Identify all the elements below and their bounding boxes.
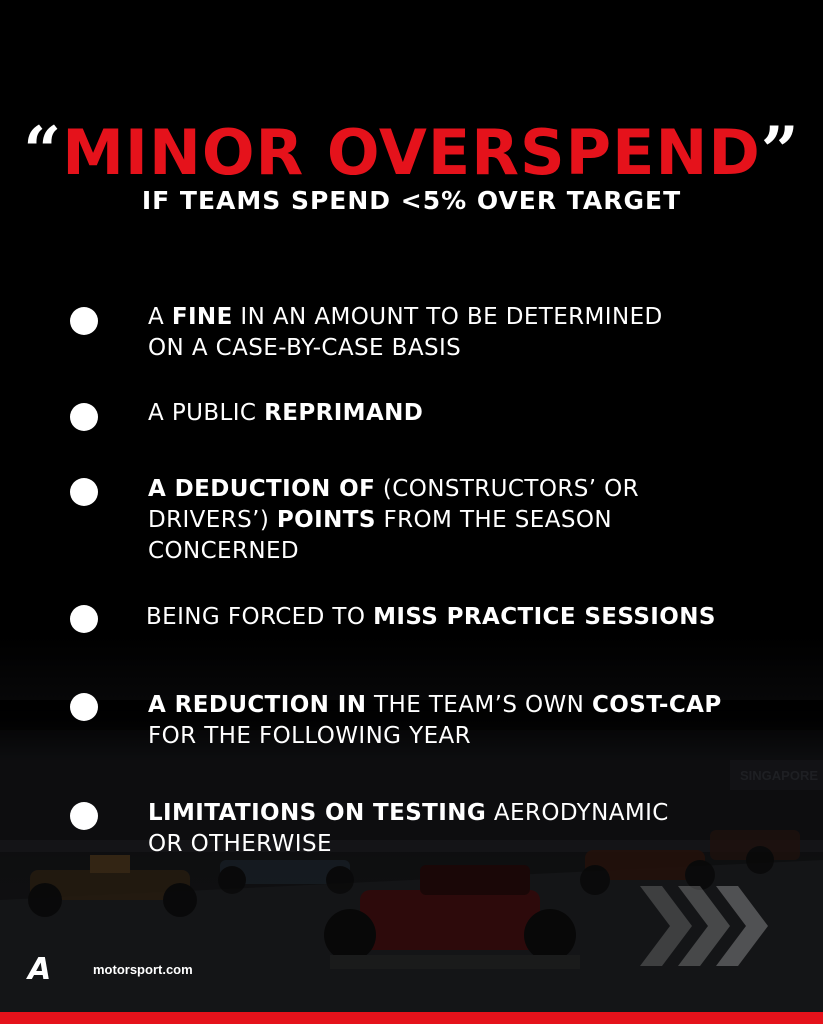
page-title xyxy=(0,112,823,190)
bullet-icon xyxy=(70,307,98,335)
item-text-run: IN AN AMOUNT TO BE DETERMINED xyxy=(232,304,663,330)
item-line xyxy=(148,690,768,721)
item-text xyxy=(148,690,768,752)
item-line xyxy=(148,333,768,364)
item-line xyxy=(148,398,768,429)
item-text-bold: LIMITATIONS ON TESTING xyxy=(148,800,487,826)
item-text-bold: REPRIMAND xyxy=(264,400,424,426)
item-text-run: A xyxy=(148,304,172,330)
background-signage: SINGAPORE xyxy=(740,768,819,783)
item-text-run: FOR THE FOLLOWING YEAR xyxy=(148,723,472,749)
item-text-run: AERODYNAMIC xyxy=(486,800,669,826)
accent-bar xyxy=(0,1012,823,1024)
item-text-bold: POINTS xyxy=(276,507,376,533)
item-text-bold: FINE xyxy=(171,304,233,330)
logo-icon: A xyxy=(28,952,52,987)
item-line xyxy=(148,302,768,333)
bullet-icon xyxy=(70,478,98,506)
bullet-icon xyxy=(70,693,98,721)
item-text-run: ON A CASE-BY-CASE BASIS xyxy=(148,335,462,361)
item-line xyxy=(148,798,768,829)
item-line xyxy=(148,474,768,505)
item-text-run: A PUBLIC xyxy=(148,400,265,426)
bullet-icon xyxy=(70,802,98,830)
item-text-run: CONCERNED xyxy=(148,538,299,564)
item-line xyxy=(148,829,768,860)
item-text-bold: A DEDUCTION OF xyxy=(148,476,376,502)
subtitle: IF TEAMS SPEND <5% OVER TARGET xyxy=(141,186,682,215)
item-text-run: (CONSTRUCTORS’ OR xyxy=(375,476,640,502)
item-text-bold: MISS PRACTICE SESSIONS xyxy=(373,604,716,630)
open-quote: “ xyxy=(23,112,63,190)
item-text xyxy=(148,474,768,567)
item-text-run: THE TEAM’S OWN xyxy=(366,692,592,718)
item-text xyxy=(148,798,768,860)
bullet-icon xyxy=(70,403,98,431)
bullet-icon xyxy=(70,605,98,633)
item-text xyxy=(146,602,766,633)
item-text-bold: A REDUCTION IN xyxy=(148,692,367,718)
chevron-arrows-icon xyxy=(640,886,770,966)
item-text-run: OR OTHERWISE xyxy=(148,831,332,857)
item-line xyxy=(146,602,766,633)
close-quote: ” xyxy=(760,112,800,190)
item-text-run: FROM THE SEASON xyxy=(375,507,612,533)
item-line xyxy=(148,536,768,567)
item-text-run: DRIVERS’) xyxy=(148,507,277,533)
item-text-run: BEING FORCED TO xyxy=(146,604,374,630)
item-text xyxy=(148,302,768,364)
item-text-bold: COST-CAP xyxy=(592,692,722,718)
item-line xyxy=(148,721,768,752)
item-line xyxy=(148,505,768,536)
brand-logo-text: motorsport.com xyxy=(93,962,193,977)
item-text xyxy=(148,398,768,429)
title-text: MINOR OVERSPEND xyxy=(62,116,761,189)
